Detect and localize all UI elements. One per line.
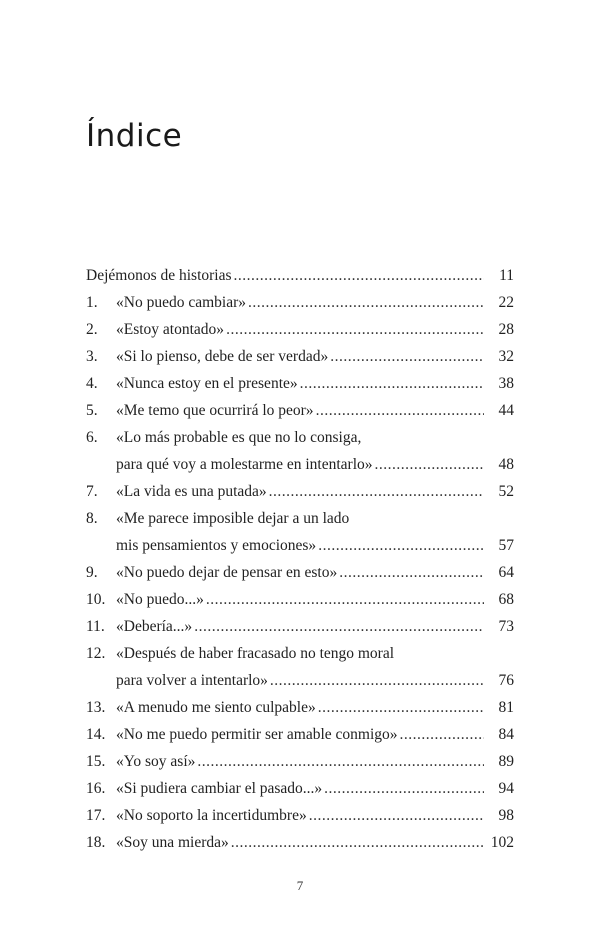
toc-entry-title: «Me parece imposible dejar a un lado [116, 510, 350, 527]
dot-leader [318, 694, 484, 721]
toc-entry-title: «La vida es una putada» [116, 483, 267, 500]
toc-entry-title: «Si lo pienso, debe de ser verdad» [116, 348, 329, 365]
toc-line-continued [86, 451, 514, 478]
toc-entry-title: «Me temo que ocurrirá lo peor» [116, 402, 314, 419]
toc-line [86, 694, 514, 721]
toc-entry-16[interactable] [86, 775, 514, 802]
dot-leader [300, 370, 484, 397]
toc-entry-6[interactable] [86, 424, 514, 478]
toc-line [86, 289, 514, 316]
toc-entry-8[interactable] [86, 505, 514, 559]
toc-entry-number: 13. [86, 699, 106, 716]
toc-entry-title: Dejémonos de historias [86, 267, 232, 284]
toc-entry-9[interactable] [86, 559, 514, 586]
toc-line [86, 559, 514, 586]
page-title: Índice [86, 118, 183, 154]
toc-entry-11[interactable] [86, 613, 514, 640]
table-of-contents [86, 262, 514, 856]
dot-leader [339, 559, 484, 586]
toc-entry-title: «No me puedo permitir ser amable conmigo» [116, 726, 398, 743]
toc-entry-number: 9. [86, 564, 98, 581]
dot-leader [309, 802, 484, 829]
toc-page-number: 102 [490, 834, 514, 851]
toc-line [86, 316, 514, 343]
dot-leader [318, 532, 484, 559]
toc-page-number: 68 [498, 591, 514, 608]
toc-entry-number: 14. [86, 726, 106, 743]
toc-line-continued [86, 667, 514, 694]
dot-leader [231, 829, 484, 856]
dot-leader [269, 478, 484, 505]
toc-page-number: 76 [498, 672, 514, 689]
dot-leader [270, 667, 484, 694]
toc-entry-13[interactable] [86, 694, 514, 721]
page-number-footer: 7 [296, 878, 304, 893]
toc-entry-title: «No puedo...» [116, 591, 204, 608]
toc-entry-2[interactable] [86, 316, 514, 343]
toc-entry-number: 2. [86, 321, 98, 338]
toc-page-number: 11 [499, 267, 514, 284]
toc-page-number: 73 [498, 618, 514, 635]
toc-entry-18[interactable] [86, 829, 514, 856]
toc-page-number: 64 [498, 564, 514, 581]
toc-entry-number: 7. [86, 483, 98, 500]
toc-page-number: 32 [498, 348, 514, 365]
toc-line [86, 829, 514, 856]
toc-entry-17[interactable] [86, 802, 514, 829]
toc-line [86, 775, 514, 802]
toc-entry-number: 3. [86, 348, 98, 365]
toc-entry-4[interactable] [86, 370, 514, 397]
toc-page-number: 44 [498, 402, 514, 419]
toc-entry-title-continued: para volver a intentarlo» [116, 672, 268, 689]
dot-leader [248, 289, 484, 316]
toc-line-continued [86, 532, 514, 559]
dot-leader [197, 748, 484, 775]
toc-entry-1[interactable] [86, 289, 514, 316]
toc-entry-3[interactable] [86, 343, 514, 370]
toc-entry-title: «Después de haber fracasado no tengo moral [116, 645, 395, 662]
toc-entry-title: «Estoy atontado» [116, 321, 225, 338]
toc-entry-title: «No soporto la incertidumbre» [116, 807, 307, 824]
toc-entry-number: 18. [86, 834, 106, 851]
toc-line [86, 262, 514, 289]
toc-entry-title: «Si pudiera cambiar el pasado...» [116, 780, 323, 797]
dot-leader [234, 262, 484, 289]
toc-entry-number: 17. [86, 807, 106, 824]
toc-line [86, 586, 514, 613]
toc-page-number: 38 [498, 375, 514, 392]
toc-page-number: 52 [498, 483, 514, 500]
toc-entry-number: 11. [86, 618, 105, 635]
dot-leader [194, 613, 484, 640]
toc-line [86, 397, 514, 424]
toc-page-number: 48 [498, 456, 514, 473]
dot-leader [375, 451, 484, 478]
dot-leader [330, 343, 484, 370]
dot-leader [400, 721, 484, 748]
toc-entry-number: 5. [86, 402, 98, 419]
dot-leader [316, 397, 484, 424]
toc-line [86, 505, 514, 532]
toc-entry-title: «No puedo dejar de pensar en esto» [116, 564, 338, 581]
toc-entry-intro[interactable] [86, 262, 514, 289]
toc-entry-number: 8. [86, 510, 98, 527]
toc-entry-number: 10. [86, 591, 106, 608]
toc-line [86, 424, 514, 451]
toc-page-number: 84 [498, 726, 514, 743]
toc-entry-title-continued: para qué voy a molestarme en intentarlo» [116, 456, 373, 473]
dot-leader [324, 775, 484, 802]
toc-page-number: 57 [498, 537, 514, 554]
toc-entry-10[interactable] [86, 586, 514, 613]
toc-entry-5[interactable] [86, 397, 514, 424]
toc-page-number: 89 [498, 753, 514, 770]
toc-entry-title: «Debería...» [116, 618, 193, 635]
toc-entry-number: 12. [86, 645, 106, 662]
toc-entry-7[interactable] [86, 478, 514, 505]
toc-entry-title: «Lo más probable es que no lo consiga, [116, 429, 362, 446]
toc-line [86, 478, 514, 505]
toc-line [86, 721, 514, 748]
toc-line [86, 613, 514, 640]
toc-line [86, 640, 514, 667]
toc-entry-number: 4. [86, 375, 98, 392]
toc-entry-14[interactable] [86, 721, 514, 748]
dot-leader [226, 316, 484, 343]
toc-entry-number: 6. [86, 429, 98, 446]
toc-entry-title: «Yo soy así» [116, 753, 196, 770]
toc-page-number: 98 [498, 807, 514, 824]
toc-entry-number: 16. [86, 780, 106, 797]
toc-line [86, 748, 514, 775]
toc-entry-15[interactable] [86, 748, 514, 775]
toc-entry-number: 15. [86, 753, 106, 770]
toc-page-number: 28 [498, 321, 514, 338]
toc-entry-title: «Nunca estoy en el presente» [116, 375, 298, 392]
toc-page-number: 94 [498, 780, 514, 797]
toc-entry-12[interactable] [86, 640, 514, 694]
toc-page-number: 81 [498, 699, 514, 716]
toc-line [86, 370, 514, 397]
dot-leader [206, 586, 484, 613]
toc-entry-title: «A menudo me siento culpable» [116, 699, 316, 716]
toc-page-number: 22 [498, 294, 514, 311]
toc-entry-title-continued: mis pensamientos y emociones» [116, 537, 317, 554]
toc-line [86, 343, 514, 370]
toc-entry-number: 1. [86, 294, 98, 311]
toc-entry-title: «No puedo cambiar» [116, 294, 246, 311]
toc-entry-title: «Soy una mierda» [116, 834, 229, 851]
toc-line [86, 802, 514, 829]
